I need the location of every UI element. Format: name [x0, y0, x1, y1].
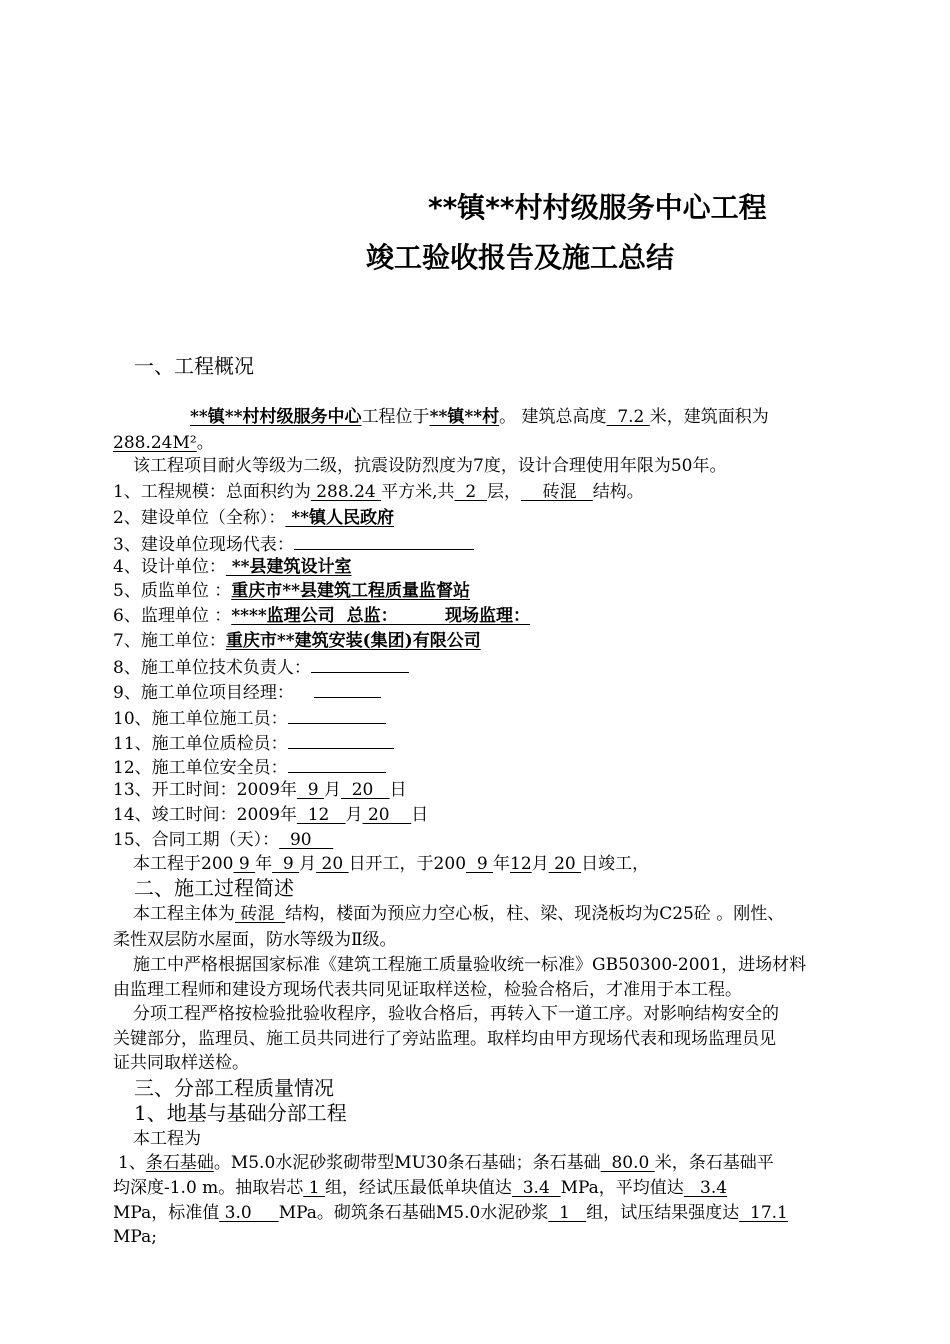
item-14 — [113, 804, 428, 826]
section-2-paragraph-3-line-1: 分项工程严格按检验批验收程序，验收合格后，再转入下一道工序。对影响结构安全的 — [133, 1004, 779, 1024]
item-3 — [113, 532, 474, 556]
foundation-line-2 — [113, 1177, 727, 1199]
area-end: 。 — [196, 433, 214, 453]
f1-c: 。M5.0水泥砂浆砌带型MU30条石基础；条石基础 — [213, 1153, 601, 1173]
item-8-blank — [311, 655, 409, 673]
section-3-heading: 三、分部工程质量情况 — [134, 1076, 334, 1100]
item-8-label: 8、施工单位技术负责人： — [113, 658, 311, 678]
area-label: 米，建筑面积为 — [649, 407, 769, 427]
section-2-paragraph-2-line-2: 由监理工程师和建设方现场代表共同见证取样送检，检验合格后，才准用于本工程。 — [113, 980, 742, 1000]
f2-e: MPa，平均值达 — [560, 1178, 684, 1198]
f1-a: 1、 — [118, 1153, 146, 1173]
item-12 — [113, 755, 386, 779]
s2-p1-structure: 砖混 — [235, 904, 286, 924]
area-line — [113, 432, 214, 454]
item-15-label: 15、合同工期（天）： — [113, 830, 280, 850]
f2-avg-value: 3.4 — [683, 1178, 728, 1198]
item-14-month: 12 — [296, 805, 346, 825]
section-3-subheading-1: 1、地基与基础分部工程 — [134, 1101, 347, 1125]
summary-end-month: 12 — [510, 854, 532, 874]
item-2-label: 2、建设单位（全称）： — [113, 508, 286, 528]
item-10 — [113, 706, 386, 730]
foundation-line-4: MPa; — [113, 1227, 157, 1247]
item-9 — [113, 680, 381, 704]
intro-line — [190, 406, 769, 428]
item-15 — [113, 829, 333, 851]
item-4-value: **县建筑设计室 — [225, 557, 352, 577]
item-7-label: 7、施工单位： — [113, 631, 226, 651]
height-value: 7.2 — [606, 407, 650, 427]
summary-text-5: 年 — [493, 854, 511, 874]
item-1-floors: 2 — [454, 482, 487, 502]
summary-text-1: 本工程于200 — [133, 854, 234, 874]
title-line-2: 竣工验收报告及施工总结 — [366, 241, 675, 274]
item-5 — [113, 580, 470, 602]
item-6 — [113, 605, 607, 627]
item-9-blank — [314, 680, 381, 698]
item-1-mid2: 层， — [486, 482, 521, 502]
summary-end-day: 20 — [548, 854, 582, 874]
item-1-area: 288.24 — [310, 482, 382, 502]
item-2-value: **镇人民政府 — [285, 508, 395, 528]
f1-e: 米，条石基础平 — [654, 1153, 774, 1173]
f2-c: 组，经试压最低单块值达 — [324, 1178, 512, 1198]
summary-start-month: 9 — [272, 854, 300, 874]
item-1-structure: 砖混 — [520, 482, 593, 502]
f1-foundation-type: 条石基础 — [145, 1153, 214, 1173]
section-2-paragraph-3-line-3: 证共同取样送检。 — [113, 1053, 249, 1073]
section-2-paragraph-1-line-1 — [133, 903, 784, 925]
summary-text-6: 月 — [531, 854, 549, 874]
section-1-heading: 一、工程概况 — [134, 354, 254, 378]
item-12-blank — [288, 755, 386, 773]
section-2-paragraph-3-line-2: 关键部分，监理员、施工员共同进行了旁站监理。取样均由甲方现场代表和现场监理员见 — [113, 1029, 776, 1049]
item-1-mid1: 平方米,共 — [381, 482, 455, 502]
item-14-day: 20 — [362, 805, 412, 825]
project-name: **镇**村村级服务中心 — [190, 407, 362, 427]
f3-strength: 17.1 — [739, 1203, 788, 1223]
f2-min-value: 3.4 — [511, 1178, 561, 1198]
section-2-paragraph-2-line-1: 施工中严格根据国家标准《建筑工程施工质量验收统一标准》GB50300-2001，进场材料 — [133, 955, 807, 975]
item-13-day-unit: 日 — [389, 780, 407, 800]
summary-text-2: 年 — [255, 854, 273, 874]
item-4 — [113, 556, 466, 578]
item-8 — [113, 655, 409, 679]
item-2 — [113, 507, 469, 529]
item-11-label: 11、施工单位质检员： — [113, 734, 288, 754]
section-2-paragraph-1-line-2: 柔性双层防水屋面，防水等级为Ⅱ级。 — [113, 930, 397, 950]
summary-start-day: 20 — [316, 854, 349, 874]
item-3-blank — [294, 532, 474, 550]
item-14-month-unit: 月 — [345, 805, 363, 825]
item-7 — [113, 630, 481, 652]
item-1 — [113, 481, 644, 503]
f3-a: MPa，标准值 — [113, 1203, 220, 1223]
item-5-label: 5、质监单位 ： — [113, 581, 232, 601]
f2-a: 均深度-1.0 m。抽取岩芯 — [113, 1178, 304, 1198]
f3-standard-value: 3.0 — [219, 1203, 279, 1223]
foundation-line-3 — [113, 1202, 788, 1224]
summary-text-4: 日开工，于200 — [348, 854, 467, 874]
height-label: 。 建筑总高度 — [499, 407, 607, 427]
f3-mortar-groups: 1 — [548, 1203, 587, 1223]
area-value: 288.24M² — [113, 433, 197, 453]
project-place: **镇**村 — [429, 407, 500, 427]
summary-text-7: 日竣工， — [581, 854, 650, 874]
s2-p1-rest: 结构，楼面为预应力空心板，柱、梁、现浇板均为C25砼 。刚性、 — [285, 904, 785, 924]
item-14-day-unit: 日 — [411, 805, 429, 825]
item-13 — [113, 779, 407, 801]
located-text: 工程位于 — [361, 407, 430, 427]
item-13-day: 20 — [340, 780, 390, 800]
summary-start-year: 9 — [233, 854, 256, 874]
item-13-label: 13、开工时间：2009年 — [113, 780, 297, 800]
item-12-label: 12、施工单位安全员： — [113, 758, 288, 778]
item-14-label: 14、竣工时间：2009年 — [113, 805, 297, 825]
f3-c: MPa。砌筑条石基础M5.0水泥砂浆 — [278, 1203, 549, 1223]
item-11-blank — [288, 731, 394, 749]
item-6-label: 6、监理单位 ： — [113, 606, 232, 626]
item-1-end: 结构。 — [592, 482, 644, 502]
f2-core-groups: 1 — [303, 1178, 325, 1198]
f3-e: 组，试压结果强度达 — [586, 1203, 740, 1223]
f1-length: 80.0 — [600, 1153, 655, 1173]
item-4-label: 4、设计单位： — [113, 557, 226, 577]
item-5-value: 重庆市**县建筑工程质量监督站 — [231, 581, 471, 601]
section-2-heading: 二、施工过程简述 — [134, 876, 294, 900]
item-7-value: 重庆市**建筑安装(集团)有限公司 — [225, 631, 481, 651]
s2-p1-start: 本工程主体为 — [133, 904, 235, 924]
fire-rating-line: 该工程项目耐火等级为二级，抗震设防烈度为7度，设计合理使用年限为50年。 — [133, 456, 727, 476]
summary-text-3: 月 — [299, 854, 317, 874]
item-11 — [113, 731, 394, 755]
schedule-summary — [133, 853, 649, 875]
item-13-month: 9 — [296, 780, 324, 800]
item-3-label: 3、建设单位现场代表： — [113, 535, 294, 555]
item-6-value: ****监理公司 总监： 现场监理： — [231, 606, 530, 626]
item-10-label: 10、施工单位施工员： — [113, 709, 288, 729]
item-15-value: 90 — [279, 830, 334, 850]
item-13-month-unit: 月 — [323, 780, 341, 800]
item-1-label: 1、工程规模：总面积约为 — [113, 482, 311, 502]
summary-end-year: 9 — [466, 854, 494, 874]
item-9-label: 9、施工单位项目经理： — [113, 683, 294, 703]
title-line-1: **镇**村村级服务中心工程 — [428, 191, 767, 224]
item-10-blank — [288, 706, 386, 724]
foundation-line-1 — [118, 1152, 774, 1174]
section-3-intro: 本工程为 — [133, 1129, 201, 1149]
